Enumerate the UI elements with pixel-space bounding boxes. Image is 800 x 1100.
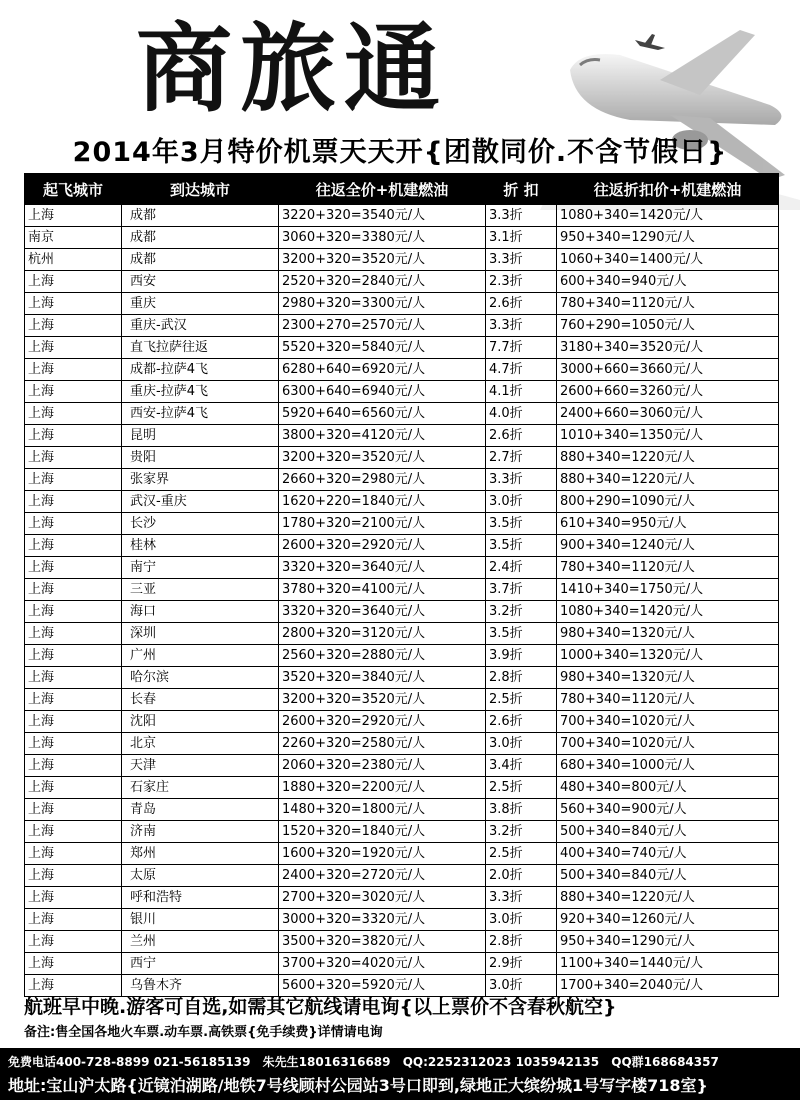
headline: 2014年3月特价机票天天开{团散同价.不含节假日} (72, 137, 728, 168)
cell-discount-price: 1080+340=1420元/人 (557, 205, 779, 227)
cell-discount: 3.3折 (486, 469, 557, 491)
cell-origin: 上海 (25, 293, 122, 315)
fare-row (25, 733, 779, 755)
cell-full-price: 5920+640=6560元/人 (279, 403, 486, 425)
cell-discount: 3.5折 (486, 513, 557, 535)
cell-discount-price: 950+340=1290元/人 (557, 227, 779, 249)
cell-full-price: 2800+320=3120元/人 (279, 623, 486, 645)
cell-full-price: 2300+270=2570元/人 (279, 315, 486, 337)
contact-footer (0, 1048, 800, 1100)
cell-destination: 成都 (122, 205, 279, 227)
cell-destination: 重庆-拉萨4飞 (122, 381, 279, 403)
cell-destination: 桂林 (122, 535, 279, 557)
cell-destination: 太原 (122, 865, 279, 887)
cell-discount-price: 1410+340=1750元/人 (557, 579, 779, 601)
cell-destination: 三亚 (122, 579, 279, 601)
fare-row (25, 645, 779, 667)
cell-discount: 3.8折 (486, 799, 557, 821)
cell-discount: 3.5折 (486, 535, 557, 557)
cell-destination: 天津 (122, 755, 279, 777)
cell-origin: 上海 (25, 425, 122, 447)
cell-full-price: 2400+320=2720元/人 (279, 865, 486, 887)
cell-destination: 昆明 (122, 425, 279, 447)
cell-destination: 西宁 (122, 953, 279, 975)
cell-discount: 3.4折 (486, 755, 557, 777)
cell-discount-price: 780+340=1120元/人 (557, 557, 779, 579)
header-destination: 到达城市 (122, 174, 279, 205)
cell-discount-price: 1700+340=2040元/人 (557, 975, 779, 997)
cell-full-price: 3320+320=3640元/人 (279, 601, 486, 623)
fare-row (25, 579, 779, 601)
cell-destination: 海口 (122, 601, 279, 623)
cell-destination: 青岛 (122, 799, 279, 821)
cell-origin: 上海 (25, 667, 122, 689)
cell-origin: 上海 (25, 953, 122, 975)
cell-destination: 广州 (122, 645, 279, 667)
cell-discount-price: 880+340=1220元/人 (557, 469, 779, 491)
fare-row (25, 667, 779, 689)
cell-discount-price: 600+340=940元/人 (557, 271, 779, 293)
cell-discount: 2.5折 (486, 689, 557, 711)
cell-discount: 3.2折 (486, 821, 557, 843)
cell-discount: 2.5折 (486, 777, 557, 799)
fare-row (25, 315, 779, 337)
cell-destination: 成都 (122, 249, 279, 271)
cell-discount-price: 1000+340=1320元/人 (557, 645, 779, 667)
fare-row (25, 337, 779, 359)
cell-discount: 2.8折 (486, 667, 557, 689)
cell-destination: 长春 (122, 689, 279, 711)
cell-discount: 3.3折 (486, 315, 557, 337)
header-origin: 起飞城市 (25, 174, 122, 205)
cell-discount: 4.1折 (486, 381, 557, 403)
cell-full-price: 3060+320=3380元/人 (279, 227, 486, 249)
fare-row (25, 601, 779, 623)
cell-destination: 济南 (122, 821, 279, 843)
cell-full-price: 1520+320=1840元/人 (279, 821, 486, 843)
cell-discount-price: 680+340=1000元/人 (557, 755, 779, 777)
cell-full-price: 2700+320=3020元/人 (279, 887, 486, 909)
fare-row (25, 821, 779, 843)
fare-row (25, 205, 779, 227)
cell-destination: 郑州 (122, 843, 279, 865)
cell-discount-price: 500+340=840元/人 (557, 865, 779, 887)
fare-row (25, 271, 779, 293)
cell-discount: 3.3折 (486, 887, 557, 909)
cell-destination: 西安 (122, 271, 279, 293)
cell-origin: 上海 (25, 205, 122, 227)
cell-origin: 杭州 (25, 249, 122, 271)
cell-origin: 上海 (25, 513, 122, 535)
cell-full-price: 2600+320=2920元/人 (279, 535, 486, 557)
fare-row (25, 931, 779, 953)
cell-full-price: 3320+320=3640元/人 (279, 557, 486, 579)
cell-full-price: 2560+320=2880元/人 (279, 645, 486, 667)
fare-table-header (25, 174, 779, 205)
cell-full-price: 5520+320=5840元/人 (279, 337, 486, 359)
qq-group: QQ群168684357 (611, 1055, 719, 1069)
brand-logo: 商旅通 (136, 13, 448, 125)
header-discount: 折 扣 (486, 174, 557, 205)
cell-origin: 上海 (25, 799, 122, 821)
cell-destination: 重庆 (122, 293, 279, 315)
cell-discount-price: 900+340=1240元/人 (557, 535, 779, 557)
cell-origin: 上海 (25, 623, 122, 645)
cell-destination: 兰州 (122, 931, 279, 953)
cell-discount-price: 2600+660=3260元/人 (557, 381, 779, 403)
cell-destination: 贵阳 (122, 447, 279, 469)
fare-row (25, 689, 779, 711)
cell-destination: 哈尔滨 (122, 667, 279, 689)
cell-discount-price: 610+340=950元/人 (557, 513, 779, 535)
cell-full-price: 1880+320=2200元/人 (279, 777, 486, 799)
cell-full-price: 2600+320=2920元/人 (279, 711, 486, 733)
header-full-price: 往返全价+机建燃油 (279, 174, 486, 205)
cell-origin: 上海 (25, 271, 122, 293)
cell-discount-price: 800+290=1090元/人 (557, 491, 779, 513)
cell-destination: 呼和浩特 (122, 887, 279, 909)
cell-destination: 张家界 (122, 469, 279, 491)
cell-discount-price: 780+340=1120元/人 (557, 689, 779, 711)
cell-discount-price: 480+340=800元/人 (557, 777, 779, 799)
cell-origin: 上海 (25, 931, 122, 953)
cell-discount: 2.6折 (486, 711, 557, 733)
cell-origin: 上海 (25, 733, 122, 755)
cell-discount: 3.1折 (486, 227, 557, 249)
phone-line (8, 1051, 798, 1073)
cell-full-price: 3000+320=3320元/人 (279, 909, 486, 931)
cell-discount-price: 700+340=1020元/人 (557, 733, 779, 755)
cell-discount-price: 3000+660=3660元/人 (557, 359, 779, 381)
cell-discount-price: 1100+340=1440元/人 (557, 953, 779, 975)
cell-discount-price: 400+340=740元/人 (557, 843, 779, 865)
cell-discount: 2.8折 (486, 931, 557, 953)
cell-destination: 重庆-武汉 (122, 315, 279, 337)
fare-row (25, 381, 779, 403)
cell-origin: 上海 (25, 711, 122, 733)
cell-full-price: 3700+320=4020元/人 (279, 953, 486, 975)
cell-destination: 银川 (122, 909, 279, 931)
cell-destination: 北京 (122, 733, 279, 755)
fare-row (25, 425, 779, 447)
remark-note: 备注:售全国各地火车票.动车票.高铁票{免手续费}详情请电询 (24, 1025, 383, 1040)
cell-full-price: 6300+640=6940元/人 (279, 381, 486, 403)
fare-row (25, 469, 779, 491)
cell-full-price: 3220+320=3540元/人 (279, 205, 486, 227)
cell-full-price: 3200+320=3520元/人 (279, 447, 486, 469)
fare-row (25, 535, 779, 557)
fare-row (25, 865, 779, 887)
cell-origin: 上海 (25, 403, 122, 425)
fare-row (25, 909, 779, 931)
cell-destination: 成都-拉萨4飞 (122, 359, 279, 381)
cell-full-price: 1600+320=1920元/人 (279, 843, 486, 865)
cell-full-price: 3500+320=3820元/人 (279, 931, 486, 953)
fare-row (25, 403, 779, 425)
phone-numbers: 免费电话400-728-8899 021-56185139 (8, 1055, 251, 1069)
cell-discount: 3.2折 (486, 601, 557, 623)
fare-row (25, 953, 779, 975)
fare-row (25, 843, 779, 865)
cell-discount-price: 880+340=1220元/人 (557, 887, 779, 909)
cell-discount: 3.7折 (486, 579, 557, 601)
cell-origin: 上海 (25, 821, 122, 843)
cell-destination: 深圳 (122, 623, 279, 645)
cell-origin: 上海 (25, 447, 122, 469)
fare-row (25, 887, 779, 909)
cell-discount-price: 560+340=900元/人 (557, 799, 779, 821)
cell-full-price: 2520+320=2840元/人 (279, 271, 486, 293)
cell-full-price: 3200+320=3520元/人 (279, 689, 486, 711)
cell-discount: 2.4折 (486, 557, 557, 579)
cell-discount-price: 880+340=1220元/人 (557, 447, 779, 469)
cell-discount-price: 2400+660=3060元/人 (557, 403, 779, 425)
cell-discount-price: 500+340=840元/人 (557, 821, 779, 843)
fare-row (25, 491, 779, 513)
cell-origin: 上海 (25, 689, 122, 711)
cell-discount: 3.0折 (486, 975, 557, 997)
cell-destination: 石家庄 (122, 777, 279, 799)
cell-discount: 3.9折 (486, 645, 557, 667)
cell-discount-price: 700+340=1020元/人 (557, 711, 779, 733)
cell-discount-price: 920+340=1260元/人 (557, 909, 779, 931)
cell-origin: 上海 (25, 887, 122, 909)
fare-row (25, 777, 779, 799)
cell-full-price: 1620+220=1840元/人 (279, 491, 486, 513)
cell-full-price: 3200+320=3520元/人 (279, 249, 486, 271)
fare-row (25, 227, 779, 249)
fare-row (25, 755, 779, 777)
header-discount-price: 往返折扣价+机建燃油 (557, 174, 779, 205)
cell-origin: 上海 (25, 557, 122, 579)
cell-origin: 上海 (25, 755, 122, 777)
cell-discount: 2.3折 (486, 271, 557, 293)
fare-row (25, 711, 779, 733)
cell-origin: 上海 (25, 579, 122, 601)
fare-row (25, 249, 779, 271)
cell-origin: 上海 (25, 315, 122, 337)
cell-origin: 上海 (25, 909, 122, 931)
cell-discount: 4.0折 (486, 403, 557, 425)
cell-discount: 3.3折 (486, 205, 557, 227)
fare-row (25, 623, 779, 645)
cell-origin: 上海 (25, 337, 122, 359)
cell-origin: 上海 (25, 777, 122, 799)
cell-full-price: 3520+320=3840元/人 (279, 667, 486, 689)
cell-discount-price: 780+340=1120元/人 (557, 293, 779, 315)
fare-row (25, 557, 779, 579)
cell-origin: 上海 (25, 601, 122, 623)
cell-discount: 2.7折 (486, 447, 557, 469)
cell-discount: 4.7折 (486, 359, 557, 381)
cell-discount-price: 980+340=1320元/人 (557, 667, 779, 689)
cell-full-price: 5600+320=5920元/人 (279, 975, 486, 997)
cell-full-price: 2980+320=3300元/人 (279, 293, 486, 315)
cell-discount-price: 1010+340=1350元/人 (557, 425, 779, 447)
cell-destination: 西安-拉萨4飞 (122, 403, 279, 425)
cell-origin: 上海 (25, 469, 122, 491)
cell-discount-price: 3180+340=3520元/人 (557, 337, 779, 359)
cell-origin: 上海 (25, 975, 122, 997)
fare-table-body (25, 205, 779, 997)
cell-discount: 2.6折 (486, 293, 557, 315)
schedule-note: 航班早中晚.游客可自选,如需其它航线请电询{以上票价不含春秋航空} (24, 996, 617, 1018)
cell-discount: 3.0折 (486, 733, 557, 755)
cell-origin: 上海 (25, 865, 122, 887)
cell-discount: 2.5折 (486, 843, 557, 865)
cell-discount-price: 1080+340=1420元/人 (557, 601, 779, 623)
cell-discount: 3.0折 (486, 491, 557, 513)
cell-full-price: 3780+320=4100元/人 (279, 579, 486, 601)
cell-discount: 3.0折 (486, 909, 557, 931)
cell-discount: 2.9折 (486, 953, 557, 975)
cell-destination: 沈阳 (122, 711, 279, 733)
contact-person: 朱先生18016316689 (262, 1055, 391, 1069)
fare-row (25, 513, 779, 535)
cell-discount-price: 1060+340=1400元/人 (557, 249, 779, 271)
qq-numbers: QQ:2252312023 1035942135 (402, 1055, 600, 1069)
cell-discount: 2.0折 (486, 865, 557, 887)
cell-discount-price: 760+290=1050元/人 (557, 315, 779, 337)
fare-row (25, 799, 779, 821)
cell-destination: 直飞拉萨往返 (122, 337, 279, 359)
cell-origin: 上海 (25, 645, 122, 667)
cell-full-price: 1480+320=1800元/人 (279, 799, 486, 821)
cell-discount: 7.7折 (486, 337, 557, 359)
cell-destination: 成都 (122, 227, 279, 249)
cell-full-price: 6280+640=6920元/人 (279, 359, 486, 381)
fare-row (25, 293, 779, 315)
cell-destination: 南宁 (122, 557, 279, 579)
cell-destination: 乌鲁木齐 (122, 975, 279, 997)
fare-row (25, 447, 779, 469)
cell-full-price: 2660+320=2980元/人 (279, 469, 486, 491)
cell-discount: 3.5折 (486, 623, 557, 645)
cell-full-price: 3800+320=4120元/人 (279, 425, 486, 447)
fare-table (24, 173, 779, 997)
cell-discount: 3.3折 (486, 249, 557, 271)
fare-row (25, 359, 779, 381)
cell-origin: 上海 (25, 491, 122, 513)
cell-origin: 上海 (25, 381, 122, 403)
cell-origin: 上海 (25, 843, 122, 865)
cell-destination: 武汉-重庆 (122, 491, 279, 513)
cell-full-price: 1780+320=2100元/人 (279, 513, 486, 535)
cell-discount-price: 980+340=1320元/人 (557, 623, 779, 645)
cell-full-price: 2060+320=2380元/人 (279, 755, 486, 777)
cell-discount: 2.6折 (486, 425, 557, 447)
cell-full-price: 2260+320=2580元/人 (279, 733, 486, 755)
cell-origin: 上海 (25, 359, 122, 381)
cell-origin: 南京 (25, 227, 122, 249)
cell-discount-price: 950+340=1290元/人 (557, 931, 779, 953)
cell-origin: 上海 (25, 535, 122, 557)
cell-destination: 长沙 (122, 513, 279, 535)
address: 地址:宝山沪太路{近镜泊湖路/地铁7号线顾村公园站3号口即到,绿地正大缤纷城1号写字楼718室} (8, 1076, 708, 1095)
